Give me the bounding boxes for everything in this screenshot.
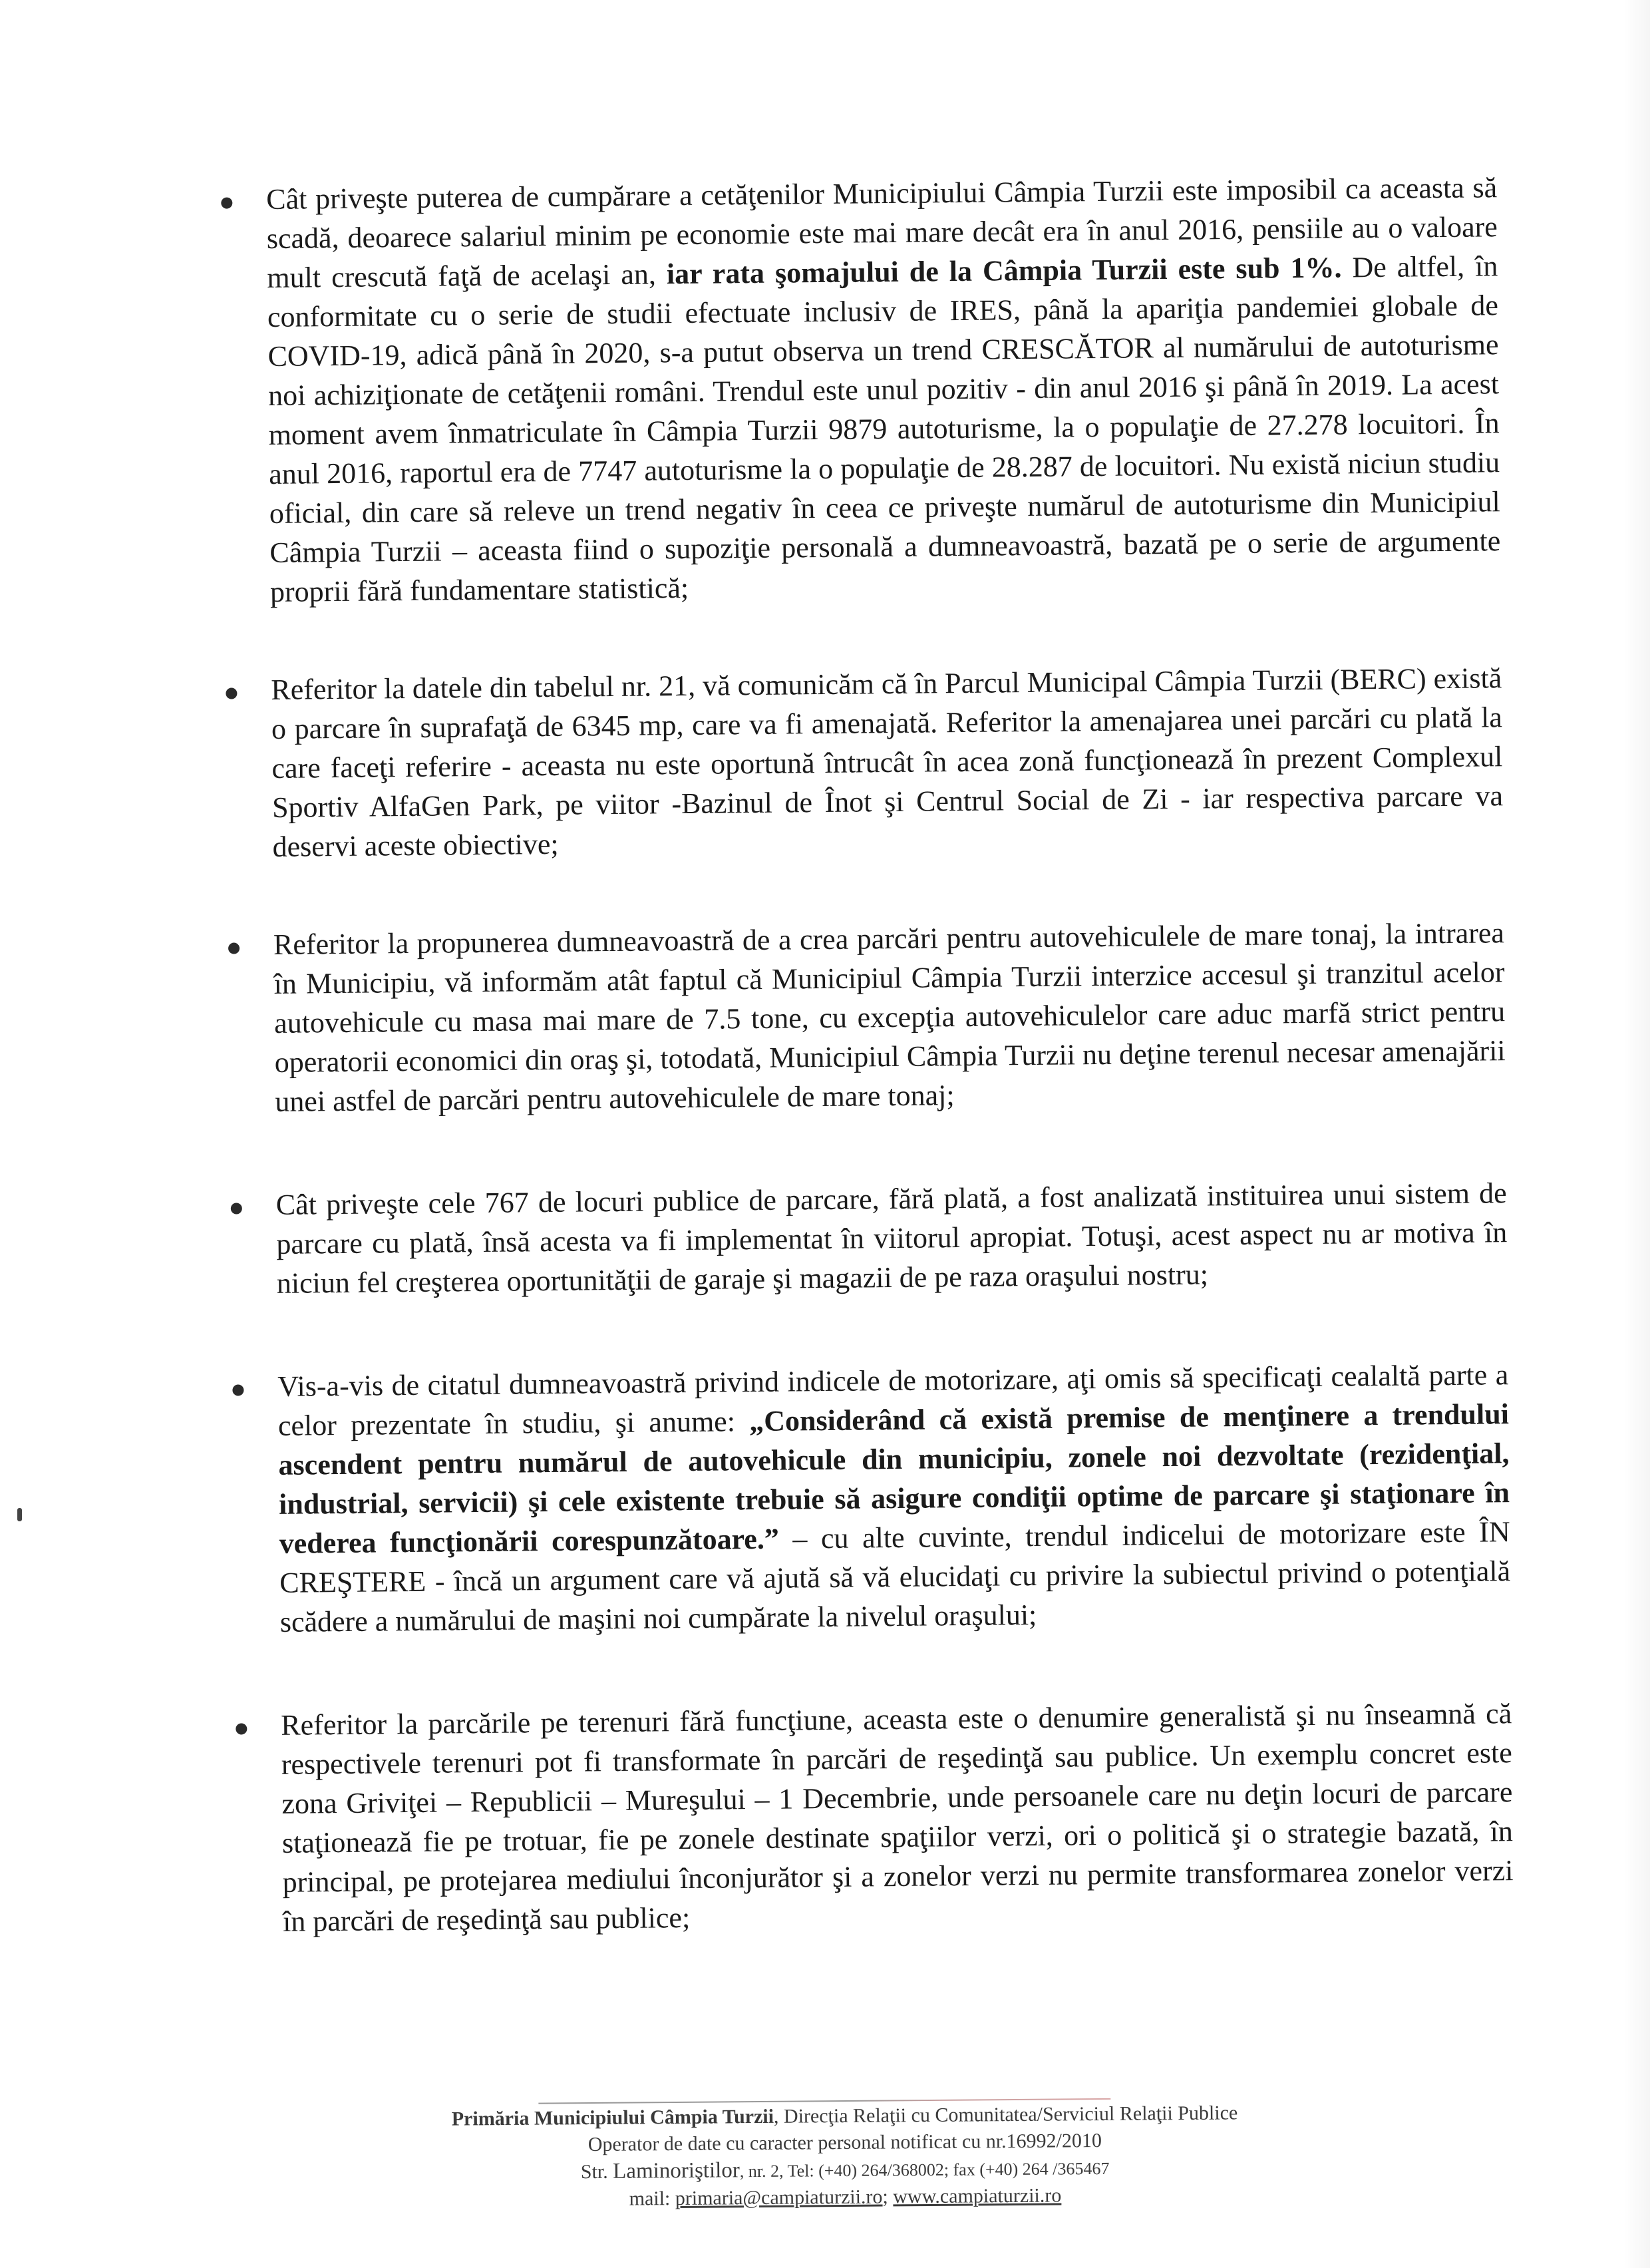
bullet-item-table-21 [271, 658, 1504, 866]
paragraph-text: Cât priveşte puterea de cumpărare a cetăţenilor Municipiului Câmpia Turzii este imposibil ca aceasta să scadă, deoarece salariul minim pe economie este mai mare decât era în anul 2016, pensiile au o valoare mult crescută faţă de acelaşi an, [266, 171, 1498, 294]
paragraph-text: Referitor la datele din tabelul nr. 21, vă comunicăm că în Parcul Municipal Câmpia Turzii (BERC) există o parcare în suprafaţă de 6345 mp, care va fi amenajată. Referitor la amenajarea unei parcări cu plată la care faceţi referire - aceasta nu este oportună întrucât în acea zonă funcţionează în prezent Complexul Sportiv AlfaGen Park, pe viitor -Bazinul de Înot şi Centrul Social de Zi - iar respectiva parcare va deservi aceste obiective; [271, 662, 1504, 863]
bullet-list [266, 168, 1514, 1941]
bullet-icon [232, 1384, 244, 1396]
bullet-item-unused-land [281, 1694, 1514, 1941]
paragraph-bold-text: iar rata şomajului de la Câmpia Turzii este sub 1%. [666, 251, 1342, 291]
paragraph-text: Referitor la propunerea dumneavoastră de a crea parcări pentru autovehiculele de mare tonaj, la intrarea în Municipiu, vă informăm atât faptul că Municipiul Câmpia Turzii interzice accesul şi tranzitul acelor autovehicule cu masa mai mare de 7.5 tone, cu excepţia autovehiculelor care aduc marfă strict pentru operatorii economici din oraş şi, totodată, Municipiul Câmpia Turzii nu deţine terenul necesar amenajării unei astfel de parcări pentru autovehiculele de mare tonaj; [273, 916, 1506, 1118]
footer-website-link[interactable]: www.campiaturzii.ro [893, 2184, 1062, 2208]
bullet-item-heavy-vehicles [273, 913, 1506, 1121]
footer-operator: Operator de date cu caracter personal notificat cu nr.16992/2010 [587, 2129, 1102, 2156]
paragraph-bold-quote: „Considerând că există premise de menţinere a trendului ascendent pentru numărul de autovehicule din municipiu, zonele noi dezvoltate (rezidenţial, industrial, servicii) şi cele existente trebuie să asigure condiţii optime de parcare şi staţionare în vederea funcţionării corespunzătoare.” [278, 1398, 1510, 1560]
bullet-item-public-parking [276, 1173, 1508, 1303]
footer-department: , Direcţia Relaţii cu Comunitatea/Serviciul Relaţii Publice [773, 2102, 1238, 2128]
bullet-icon [231, 1203, 242, 1214]
footer-separator: ; [882, 2185, 894, 2208]
footer-email-link[interactable]: primaria@campiaturzii.ro [675, 2185, 883, 2210]
letterhead-footer [399, 2100, 1291, 2215]
footer-street-prefix: Str. [580, 2160, 613, 2183]
paragraph-text: – cu alte cuvinte, trendul indicelui de motorizare este ÎN CREŞTERE - încă un argument care vă ajută să vă elucidaţi cu privire la subiectul privind o potenţială scădere a numărului de maşini noi cumpărate la nivelul oraşului; [279, 1515, 1511, 1638]
document-body [266, 168, 1514, 2004]
paragraph-text: Vis-a-vis de citatul dumneavoastră privind indicele de motorizare, aţi omis să specificaţi cealaltă parte a celor prezentate în studiu, şi anume: [277, 1358, 1509, 1442]
bullet-icon [236, 1723, 247, 1734]
paragraph-text: De altfel, în conformitate cu o serie de studii efectuate inclusiv de IRES, până la apariţia pandemiei globale de COVID-19, adică până în 2020, s-a putut observa un trend CRESCĂTOR al numărului de autoturisme noi achiziţionate de cetăţenii români. Trendul este unul pozitiv - din anul 2016 şi până în 2019. La acest moment avem înmatriculate în Câmpia Turzii 9879 autoturisme, la o populaţie de 27.278 locuitori. În anul 2016, raportul era de 7747 autoturisme la o populaţie de 28.287 de locuitori. Nu există niciun studiu oficial, din care să releve un trend negativ în ceea ce priveşte numărul de autoturisme din Municipiul Câmpia Turzii – aceasta fiind o supoziţie personală a dumneavoastră, bazată pe o serie de argumente proprii fără fundamentare statistică; [267, 250, 1501, 608]
bullet-icon [221, 197, 232, 208]
footer-street-name: Laminoriştilor [613, 2158, 740, 2183]
paragraph-text: Referitor la parcările pe terenuri fără funcţiune, aceasta este o denumire generalistă şi nu înseamnă că respectivele terenuri pot fi transformate în parcări de reşedinţă sau publice. Un exemplu concret este zona Griviţei – Republicii – Mureşului – 1 Decembrie, unde persoanele care nu deţin locuri de parcare staţionează fie pe trotuar, fie pe zonele destinate spaţiilor verzi, ori o politică şi o strategie bazată, în principal, pe protejarea mediului înconjurător şi a zonelor verzi nu permite transformarea zonelor verzi în parcări de reşedinţă sau publice; [281, 1697, 1514, 1938]
footer-mail-label: mail: [629, 2187, 675, 2210]
bullet-item-motorization-index [277, 1355, 1511, 1642]
bullet-item-purchasing-power [266, 168, 1501, 612]
footer-institution: Primăria Municipiului Câmpia Turzii [451, 2105, 774, 2130]
scan-speck [17, 1508, 22, 1521]
paragraph-text: Cât priveşte cele 767 de locuri publice de parcare, fără plată, a fost analizată instituirea unui sistem de parcare cu plată, însă acesta va fi implementat în viitorul apropiat. Totuşi, acest aspect nu ar motiva în niciun fel creşterea oportunităţii de garaje şi magazii de pe raza oraşului nostru; [275, 1177, 1508, 1300]
footer-street-rest: , nr. 2, Tel: (+40) 264/368002; fax (+40) 264 /365467 [739, 2158, 1110, 2181]
bullet-icon [228, 942, 240, 954]
bullet-icon [226, 687, 237, 699]
scan-edge-shadow [1623, 0, 1650, 2268]
